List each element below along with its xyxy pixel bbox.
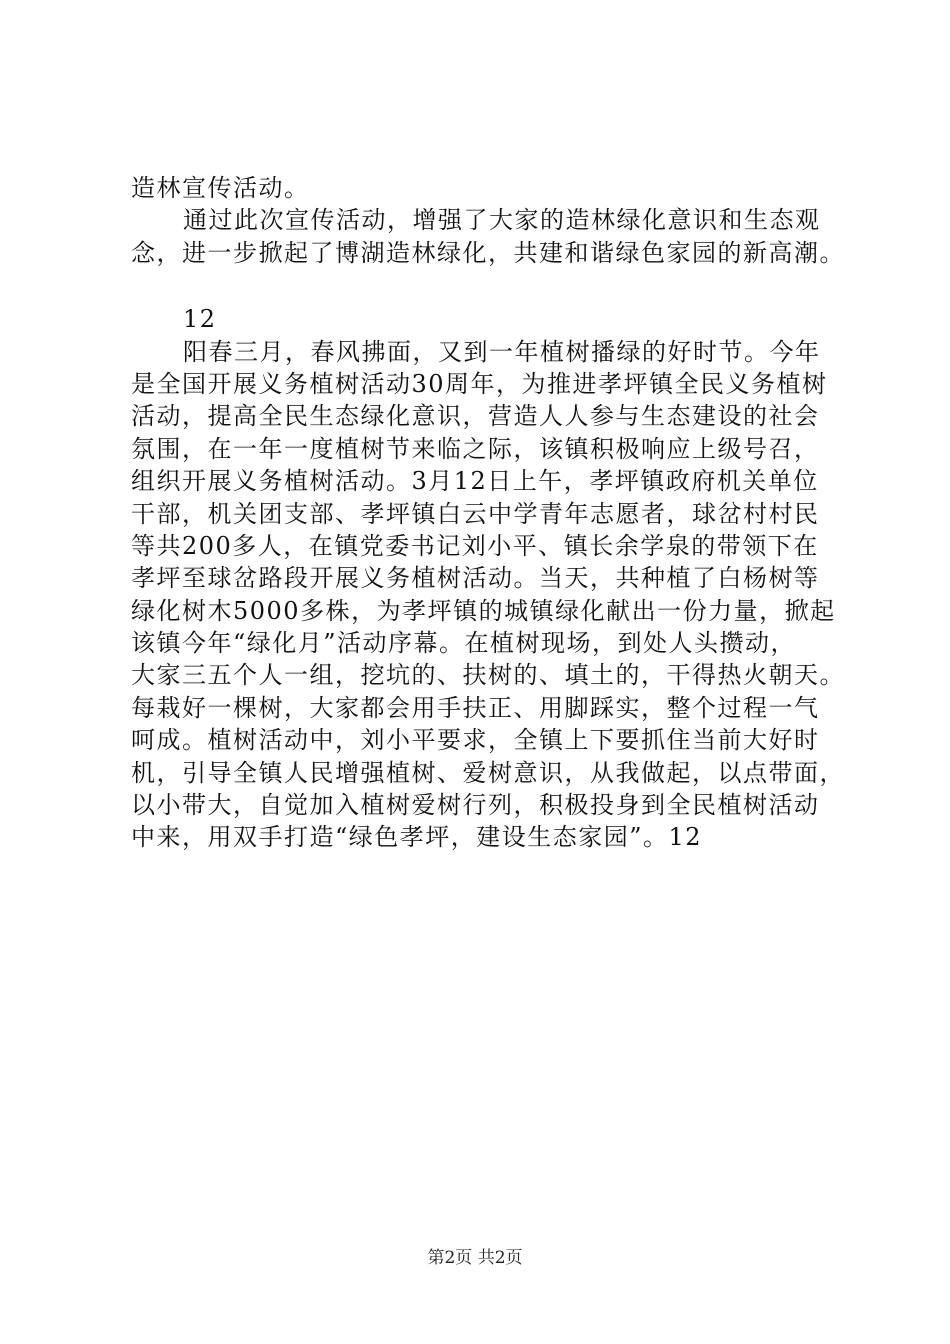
text-line: 通过此次宣传活动，增强了大家的造林绿化意识和生态观 xyxy=(183,206,821,235)
text-line: 干部，机关团支部、孝坪镇白云中学青年志愿者，球岔村村民 xyxy=(131,499,820,528)
text-line: 绿化树木5000多株，为孝坪镇的城镇绿化献出一份力量，掀起 xyxy=(131,596,836,625)
text-line: 每栽好一棵树，大家都会用手扶正、用脚踩实，整个过程一气 xyxy=(131,693,820,722)
paragraph-gap xyxy=(131,269,847,303)
page-footer: 第2页 共2页 xyxy=(427,1248,523,1268)
document-body xyxy=(131,172,847,854)
text-line: 氛围，在一年一度植树节来临之际，该镇积极响应上级号召， xyxy=(131,434,820,463)
text-line: 机，引导全镇人民增强植树、爱树意识，从我做起，以点带面， xyxy=(131,758,845,787)
text-line: 孝坪至球岔路段开展义务植树活动。当天，共种植了白杨树等 xyxy=(131,564,820,593)
text-line: 以小带大，自觉加入植树爱树行列，积极投身到全民植树活动 xyxy=(131,791,820,820)
text-line: 是全国开展义务植树活动30周年，为推进孝坪镇全民义务植树 xyxy=(131,369,828,398)
text-line: 等共200多人，在镇党委书记刘小平、镇长余学泉的带领下在 xyxy=(131,531,819,560)
text-line: 呵成。植树活动中，刘小平要求，全镇上下要抓住当前大好时 xyxy=(131,726,820,755)
text-line: 造林宣传活动。 xyxy=(131,174,310,202)
text-line: 活动，提高全民生态绿化意识，营造人人参与生态建设的社会 xyxy=(131,402,820,431)
section-number: 12 xyxy=(183,305,217,334)
text-line: 该镇今年“绿化月”活动序幕。在植树现场，到处人头攒动， xyxy=(131,629,797,658)
text-line: 大家三五个人一组，挖坑的、扶树的、填土的，干得热火朝天。 xyxy=(131,661,845,690)
text-line: 组织开展义务植树活动。3月12日上午，孝坪镇政府机关单位 xyxy=(131,467,819,496)
text-line: 阳春三月，春风拂面，又到一年植树播绿的好时节。今年 xyxy=(183,337,821,366)
text-line: 念，进一步掀起了博湖造林绿化，共建和谐绿色家园的新高潮。 xyxy=(131,238,845,267)
text-line: 中来，用双手打造“绿色孝坪，建设生态家园”。12 xyxy=(131,823,703,852)
